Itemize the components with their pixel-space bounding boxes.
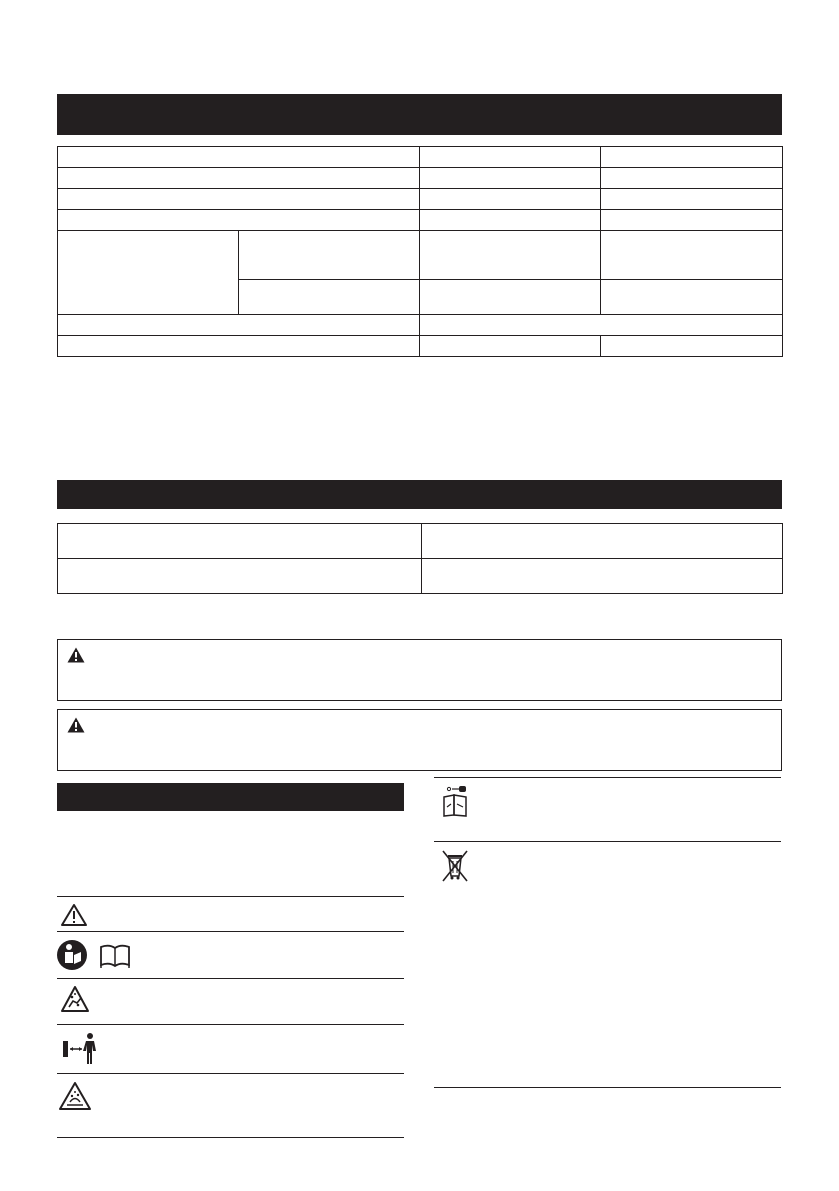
- divider: [434, 841, 781, 842]
- specifications-table: [57, 146, 783, 357]
- warning-box: [57, 709, 782, 771]
- keep-distance-icon: [60, 1031, 98, 1065]
- section-heading-bar: [57, 480, 782, 509]
- divider: [57, 1024, 404, 1025]
- divider: [57, 896, 404, 897]
- warning-triangle-icon: [67, 647, 85, 663]
- table-row: [58, 168, 783, 189]
- table-row: [58, 336, 783, 357]
- remove-key-manual-icon: [441, 785, 469, 817]
- divider: [57, 978, 404, 979]
- table-row: [58, 231, 783, 280]
- ricochet-hazard-icon: [58, 1081, 92, 1111]
- divider: [434, 777, 781, 778]
- divider: [57, 1137, 404, 1138]
- divider: [57, 931, 404, 932]
- table-row: [58, 210, 783, 231]
- caution-triangle-icon: [60, 903, 88, 927]
- flying-objects-icon: [60, 985, 90, 1013]
- table-row: [58, 315, 783, 336]
- table-row: [58, 559, 783, 594]
- table-row: [58, 524, 783, 559]
- table-row: [58, 189, 783, 210]
- warning-triangle-icon: [67, 717, 85, 733]
- specifications-heading-bar: [57, 94, 782, 135]
- symbols-heading-bar: [57, 783, 404, 811]
- crossed-bin-icon: [441, 849, 469, 883]
- read-manual-icon: [57, 939, 131, 971]
- table-row: [58, 147, 783, 168]
- data-table: [57, 523, 783, 594]
- divider: [57, 1073, 404, 1074]
- warning-box: [57, 639, 782, 701]
- divider: [434, 1087, 781, 1088]
